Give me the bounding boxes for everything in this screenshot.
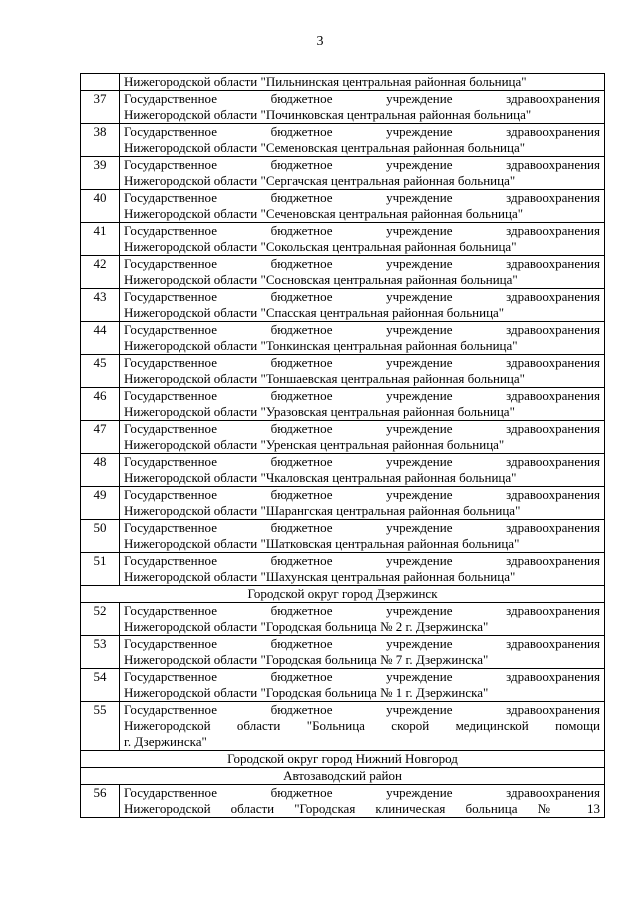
section-row [81,768,605,785]
row-text-line: Государственное бюджетное учреждение здравоохранения [124,785,600,800]
row-text-line: Государственное бюджетное учреждение здравоохранения [124,669,600,684]
row-text-cell [120,421,605,454]
row-number-cell [81,74,120,91]
row-text-cell [120,520,605,553]
row-number-cell: 40 [81,190,120,223]
row-text-line: Государственное бюджетное учреждение здравоохранения [124,520,600,535]
row-text-cell [120,636,605,669]
row-number-cell: 55 [81,702,120,751]
row-text-cell [120,124,605,157]
row-text-line: Государственное бюджетное учреждение здравоохранения [124,454,600,469]
row-text-line: Государственное бюджетное учреждение здравоохранения [124,91,600,106]
row-text-cell [120,487,605,520]
table-row [81,289,605,322]
row-text-line: Нижегородской области "Тонкинская центральная районная больница" [124,338,518,353]
continued-text: Нижегородской области "Пильнинская центральная районная больница" [124,74,527,89]
row-text-line: Нижегородской области "Уренская центральная районная больница" [124,437,505,452]
row-text-cell [120,223,605,256]
row-text-cell [120,785,605,818]
row-text-line: Нижегородской области "Сосновская центральная районная больница" [124,272,518,287]
row-text-line: Нижегородской области "Уразовская центральная районная больница" [124,404,515,419]
row-text-line: Нижегородской области "Починковская центральная районная больница" [124,107,532,122]
table-row [81,190,605,223]
row-number-cell: 53 [81,636,120,669]
row-text-line: Нижегородской области "Сеченовская центральная районная больница" [124,206,524,221]
table-row [81,487,605,520]
row-number-cell: 56 [81,785,120,818]
row-text-line: Нижегородской области "Сергачская центральная районная больница" [124,173,516,188]
row-number-cell: 48 [81,454,120,487]
table-row [81,454,605,487]
row-text-line: Нижегородской области "Шарангская центральная районная больница" [124,503,521,518]
row-number-cell: 38 [81,124,120,157]
row-text-line: Государственное бюджетное учреждение здравоохранения [124,256,600,271]
row-text-cell [120,603,605,636]
row-text-line: Государственное бюджетное учреждение здравоохранения [124,636,600,651]
section-heading: Городской округ город Дзержинск [81,586,605,603]
table-row [81,636,605,669]
row-text-cell [120,190,605,223]
table-row [81,91,605,124]
row-text-line: Государственное бюджетное учреждение здравоохранения [124,223,600,238]
row-number-cell: 44 [81,322,120,355]
row-text-line: г. Дзержинска" [124,734,207,749]
row-number-cell: 37 [81,91,120,124]
row-text-cell [120,669,605,702]
table-row [81,157,605,190]
row-text-cell [120,74,605,91]
row-number-cell: 45 [81,355,120,388]
section-heading: Городской округ город Нижний Новгород [81,751,605,768]
row-text-line: Нижегородской области "Городская больница № 7 г. Дзержинска" [124,652,489,667]
table-row [81,223,605,256]
row-text-cell [120,157,605,190]
row-text-line: Нижегородской области "Тоншаевская центральная районная больница" [124,371,525,386]
section-row [81,751,605,768]
page-number: 3 [316,34,324,49]
row-number-cell: 39 [81,157,120,190]
row-text-line: Нижегородской области "Городская клиническая больница № 13 [124,801,600,816]
row-text-cell [120,553,605,586]
row-text-line: Государственное бюджетное учреждение здравоохранения [124,157,600,172]
row-text-cell [120,355,605,388]
row-text-cell [120,256,605,289]
table-row [81,669,605,702]
table-row [81,702,605,751]
row-text-line: Государственное бюджетное учреждение здравоохранения [124,603,600,618]
row-text-line: Государственное бюджетное учреждение здравоохранения [124,322,600,337]
row-text-line: Нижегородской области "Шатковская центральная районная больница" [124,536,520,551]
row-number-cell: 46 [81,388,120,421]
row-text-cell [120,91,605,124]
row-text-cell [120,322,605,355]
row-text-line: Государственное бюджетное учреждение здравоохранения [124,190,600,205]
row-text-line: Нижегородской области "Шахунская центральная районная больница" [124,569,516,584]
table-row [81,256,605,289]
section-heading: Автозаводский район [81,768,605,785]
row-text-cell [120,289,605,322]
row-text-line: Государственное бюджетное учреждение здравоохранения [124,355,600,370]
row-text-line: Нижегородской области "Сокольская центральная районная больница" [124,239,517,254]
table-row [81,421,605,454]
row-number-cell: 52 [81,603,120,636]
table-row [81,520,605,553]
row-number-cell: 54 [81,669,120,702]
row-text-cell [120,454,605,487]
row-text-cell [120,388,605,421]
row-text-line: Государственное бюджетное учреждение здравоохранения [124,289,600,304]
institutions-table [80,73,605,818]
row-text-cell [120,702,605,751]
table-row [81,785,605,818]
row-text-line: Нижегородской области "Спасская центральная районная больница" [124,305,505,320]
row-number-cell: 43 [81,289,120,322]
row-text-line: Нижегородской области "Городская больница № 2 г. Дзержинска" [124,619,489,634]
table-row [81,355,605,388]
row-text-line: Государственное бюджетное учреждение здравоохранения [124,487,600,502]
row-number-cell: 42 [81,256,120,289]
row-number-cell: 47 [81,421,120,454]
row-text-line: Государственное бюджетное учреждение здравоохранения [124,553,600,568]
table-row [81,322,605,355]
row-text-line: Нижегородской области "Больница скорой медицинской помощи [124,718,600,733]
table-row [81,124,605,157]
row-number-cell: 50 [81,520,120,553]
table-row [81,553,605,586]
row-text-line: Нижегородской области "Чкаловская центральная районная больница" [124,470,517,485]
row-text-line: Государственное бюджетное учреждение здравоохранения [124,421,600,436]
row-number-cell: 41 [81,223,120,256]
row-text-line: Государственное бюджетное учреждение здравоохранения [124,388,600,403]
row-text-line: Государственное бюджетное учреждение здравоохранения [124,124,600,139]
table-row [81,388,605,421]
table-row [81,74,605,91]
row-number-cell: 49 [81,487,120,520]
row-text-line: Нижегородской области "Городская больница № 1 г. Дзержинска" [124,685,489,700]
table-row [81,603,605,636]
section-row [81,586,605,603]
row-text-line: Государственное бюджетное учреждение здравоохранения [124,702,600,717]
row-number-cell: 51 [81,553,120,586]
row-text-line: Нижегородской области "Семеновская центральная районная больница" [124,140,526,155]
